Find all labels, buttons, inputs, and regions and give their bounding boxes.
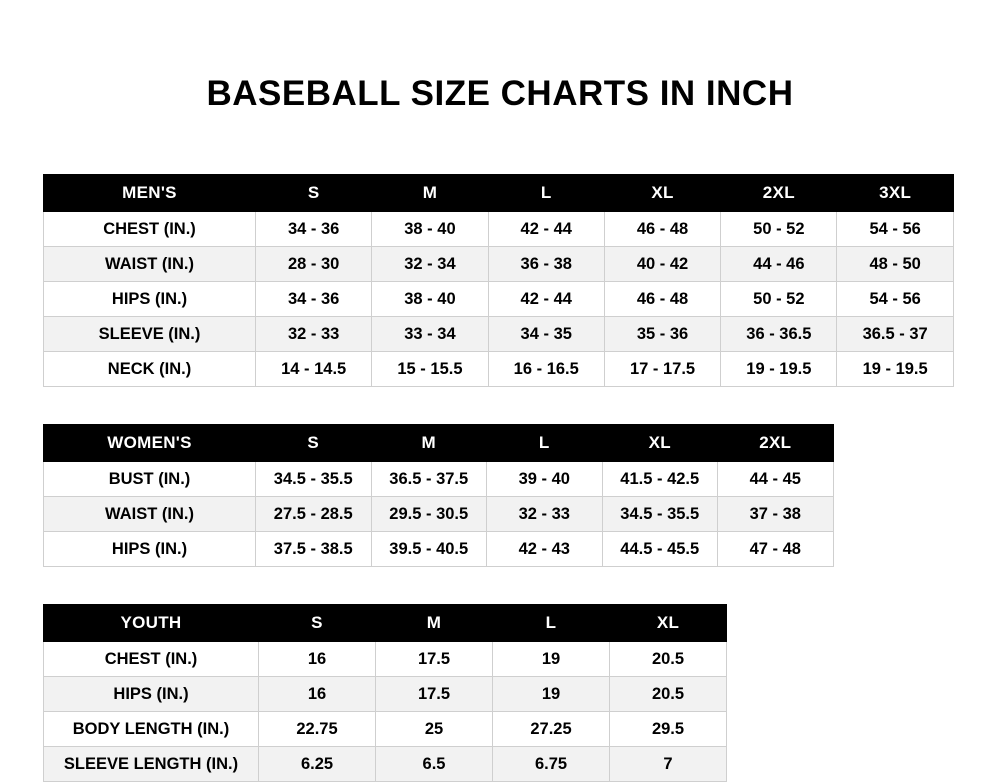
row-label: SLEEVE LENGTH (IN.) [44, 747, 259, 782]
table-row [44, 642, 727, 677]
cell: 44 - 46 [721, 247, 837, 282]
mens-header-m: M [372, 175, 488, 212]
table-header-row [44, 425, 834, 462]
youth-table-body [44, 642, 727, 782]
table-row [44, 247, 954, 282]
mens-header-3xl: 3XL [837, 175, 953, 212]
womens-header-xl: XL [602, 425, 718, 462]
cell: 19 [493, 642, 610, 677]
cell: 16 [259, 677, 376, 712]
cell: 34 - 36 [256, 212, 372, 247]
cell: 36 - 36.5 [721, 317, 837, 352]
table-row [44, 352, 954, 387]
cell: 42 - 44 [488, 282, 604, 317]
mens-header-s: S [256, 175, 372, 212]
cell: 6.75 [493, 747, 610, 782]
youth-header-s: S [259, 605, 376, 642]
womens-header-2xl: 2XL [718, 425, 834, 462]
row-label: NECK (IN.) [44, 352, 256, 387]
cell: 22.75 [259, 712, 376, 747]
tables-container [0, 174, 1000, 782]
cell: 32 - 34 [372, 247, 488, 282]
table-row [44, 712, 727, 747]
youth-size-table [43, 604, 727, 782]
cell: 20.5 [610, 642, 727, 677]
cell: 32 - 33 [256, 317, 372, 352]
row-label: HIPS (IN.) [44, 677, 259, 712]
cell: 39.5 - 40.5 [371, 532, 487, 567]
cell: 46 - 48 [604, 212, 720, 247]
mens-header-xl: XL [604, 175, 720, 212]
cell: 37.5 - 38.5 [256, 532, 372, 567]
cell: 20.5 [610, 677, 727, 712]
cell: 37 - 38 [718, 497, 834, 532]
cell: 40 - 42 [604, 247, 720, 282]
table-row [44, 282, 954, 317]
page-title: BASEBALL SIZE CHARTS IN INCH [206, 74, 794, 113]
cell: 16 [259, 642, 376, 677]
cell: 38 - 40 [372, 212, 488, 247]
mens-header-l: L [488, 175, 604, 212]
cell: 27.5 - 28.5 [256, 497, 372, 532]
cell: 33 - 34 [372, 317, 488, 352]
table-row [44, 497, 834, 532]
youth-header-category: YOUTH [44, 605, 259, 642]
table-row [44, 677, 727, 712]
cell: 19 - 19.5 [837, 352, 953, 387]
cell: 27.25 [493, 712, 610, 747]
cell: 28 - 30 [256, 247, 372, 282]
row-label: CHEST (IN.) [44, 642, 259, 677]
mens-table-head [44, 175, 954, 212]
table-row [44, 462, 834, 497]
cell: 50 - 52 [721, 282, 837, 317]
cell: 19 [493, 677, 610, 712]
cell: 42 - 44 [488, 212, 604, 247]
table-row [44, 317, 954, 352]
cell: 47 - 48 [718, 532, 834, 567]
row-label: BUST (IN.) [44, 462, 256, 497]
cell: 17 - 17.5 [604, 352, 720, 387]
womens-header-s: S [256, 425, 372, 462]
youth-header-m: M [376, 605, 493, 642]
table-header-row [44, 605, 727, 642]
cell: 7 [610, 747, 727, 782]
cell: 46 - 48 [604, 282, 720, 317]
womens-table-head [44, 425, 834, 462]
cell: 35 - 36 [604, 317, 720, 352]
youth-table-head [44, 605, 727, 642]
row-label: HIPS (IN.) [44, 532, 256, 567]
cell: 17.5 [376, 642, 493, 677]
cell: 36.5 - 37.5 [371, 462, 487, 497]
cell: 39 - 40 [487, 462, 603, 497]
cell: 50 - 52 [721, 212, 837, 247]
row-label: BODY LENGTH (IN.) [44, 712, 259, 747]
cell: 54 - 56 [837, 282, 953, 317]
cell: 14 - 14.5 [256, 352, 372, 387]
cell: 44.5 - 45.5 [602, 532, 718, 567]
womens-size-table [43, 424, 834, 567]
mens-table-body [44, 212, 954, 387]
cell: 15 - 15.5 [372, 352, 488, 387]
table-row [44, 212, 954, 247]
cell: 36.5 - 37 [837, 317, 953, 352]
cell: 34.5 - 35.5 [256, 462, 372, 497]
youth-header-xl: XL [610, 605, 727, 642]
table-header-row [44, 175, 954, 212]
youth-header-l: L [493, 605, 610, 642]
cell: 48 - 50 [837, 247, 953, 282]
cell: 25 [376, 712, 493, 747]
cell: 42 - 43 [487, 532, 603, 567]
womens-header-category: WOMEN'S [44, 425, 256, 462]
row-label: HIPS (IN.) [44, 282, 256, 317]
cell: 17.5 [376, 677, 493, 712]
womens-header-l: L [487, 425, 603, 462]
cell: 34 - 36 [256, 282, 372, 317]
mens-header-2xl: 2XL [721, 175, 837, 212]
cell: 32 - 33 [487, 497, 603, 532]
mens-size-table [43, 174, 954, 387]
cell: 16 - 16.5 [488, 352, 604, 387]
cell: 29.5 - 30.5 [371, 497, 487, 532]
mens-header-category: MEN'S [44, 175, 256, 212]
cell: 19 - 19.5 [721, 352, 837, 387]
cell: 44 - 45 [718, 462, 834, 497]
row-label: WAIST (IN.) [44, 497, 256, 532]
table-row [44, 532, 834, 567]
cell: 6.25 [259, 747, 376, 782]
cell: 41.5 - 42.5 [602, 462, 718, 497]
row-label: CHEST (IN.) [44, 212, 256, 247]
womens-table-body [44, 462, 834, 567]
cell: 36 - 38 [488, 247, 604, 282]
cell: 38 - 40 [372, 282, 488, 317]
cell: 29.5 [610, 712, 727, 747]
row-label: WAIST (IN.) [44, 247, 256, 282]
cell: 34 - 35 [488, 317, 604, 352]
womens-header-m: M [371, 425, 487, 462]
cell: 34.5 - 35.5 [602, 497, 718, 532]
cell: 6.5 [376, 747, 493, 782]
cell: 54 - 56 [837, 212, 953, 247]
row-label: SLEEVE (IN.) [44, 317, 256, 352]
